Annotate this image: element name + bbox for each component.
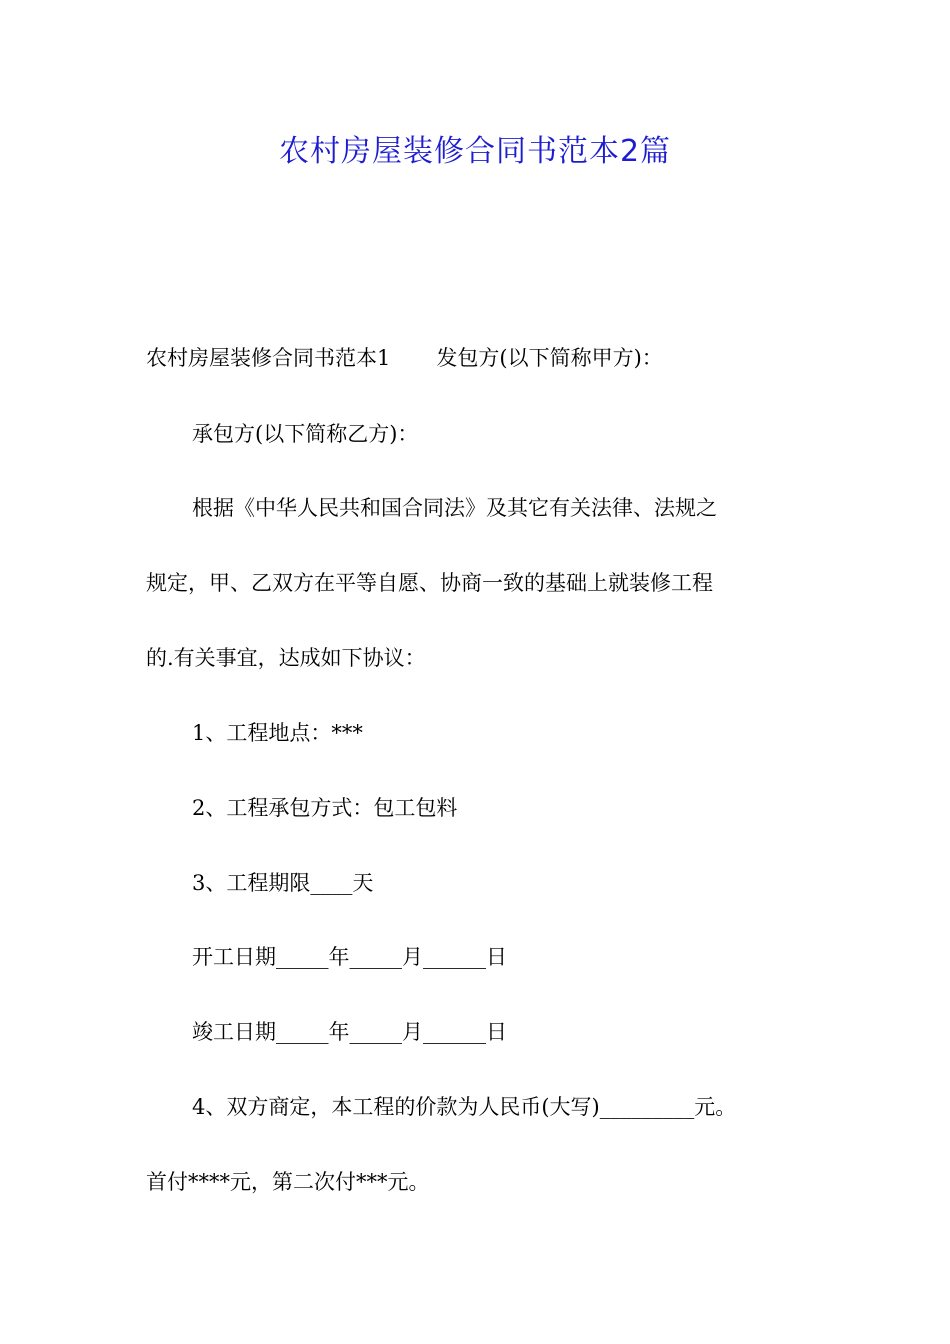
paragraph-line-3: 的.有关事宜，达成如下协议： xyxy=(146,646,426,670)
contract-heading-line xyxy=(146,342,663,374)
party-a-label: 发包方(以下简称甲方)： xyxy=(436,346,663,370)
clause-contract-method: 2、工程承包方式：包工包料 xyxy=(192,796,458,820)
paragraph-line-2: 规定，甲、乙双方在平等自愿、协商一致的基础上就装修工程 xyxy=(146,571,713,595)
clause-duration: 3、工程期限____天 xyxy=(192,871,374,895)
start-date-line: 开工日期_____年_____月______日 xyxy=(192,945,507,969)
clause-price: 4、双方商定，本工程的价款为人民币(大写)_________元。 xyxy=(192,1095,737,1119)
completion-date-line: 竣工日期_____年_____月______日 xyxy=(192,1020,507,1044)
paragraph-line-1: 根据《中华人民共和国合同法》及其它有关法律、法规之 xyxy=(192,496,717,520)
document-title: 农村房屋装修合同书范本2篇 xyxy=(278,134,672,169)
party-b-label: 承包方(以下简称乙方)： xyxy=(192,422,419,446)
payment-line: 首付****元，第二次付***元。 xyxy=(146,1170,430,1194)
clause-location: 1、工程地点：*** xyxy=(192,721,363,745)
contract-sample-label: 农村房屋装修合同书范本1 xyxy=(146,346,391,370)
